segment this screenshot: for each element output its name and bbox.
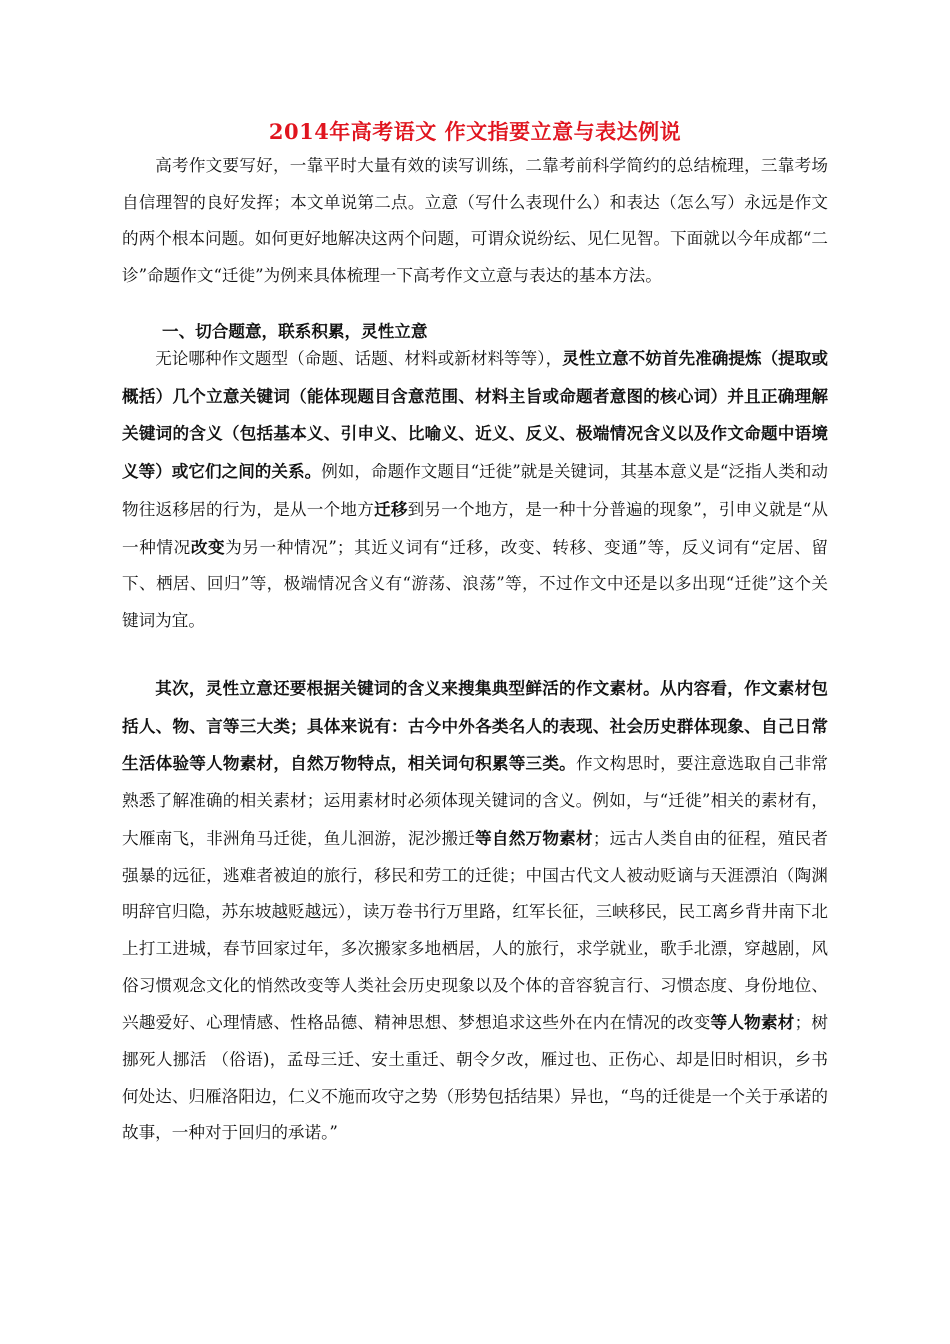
section-heading-1: 一、切合题意，联系积累，灵性立意 <box>162 321 428 341</box>
bold-span: 等人物素材 <box>710 1012 795 1033</box>
document-title: 2014年高考语文 作文指要立意与表达例说 <box>268 119 682 144</box>
paragraph-section1-first <box>122 340 828 640</box>
bold-span: 改变 <box>190 536 226 557</box>
text-span: 例如，命题作文题目“迁徙”就是关键词，其基本意义是“泛指人类和动物往返移居的行为，是从一个地方 <box>122 462 829 519</box>
paragraph-section1-second-text <box>122 670 828 1152</box>
paragraph-intro <box>122 148 828 295</box>
text-span: 作文构思时，要注意选取自己非常熟悉了解准确的相关素材；运用素材时必须体现关键词的含义。例如，与“迁徙”相关的素材有，大雁南飞，非洲角马迁徙，鱼儿洄游，泥沙搬迁 <box>122 754 829 848</box>
text-span: 无论哪种作文题型（命题、话题、材料或新材料等等）， <box>155 349 563 368</box>
text-span: 为另一种情况”；其近义词有“迁移，改变、转移、变通”等，反义词有“定居、留下、栖居、回归”等，极端情况含义有“游荡、浪荡”等，不过作文中还是以多出现“迁徙”这个关键词为宜。 <box>122 537 829 630</box>
bold-span: 迁移 <box>374 498 408 519</box>
paragraph-section1-second <box>122 670 828 1152</box>
bold-span: 其次，灵性立意还要根据关键词的含义来搜集典型鲜活的作文素材。从内容看，作文素材包括人、物、言等三大类；具体来说有：古今中外各类名人的表现、社会历史群体现象、自己日常生活体验等人物素材，自然万物特点，相关词句积累等三类。 <box>122 678 828 774</box>
text-span: ；树挪死人挪活 （俗语)，孟母三迁、安土重迁、朝令夕改，雁过也、正伤心、却是旧时相识，乡书何处达、归雁洛阳边，仁义不施而攻守之势（形势包括结果）异也，“鸟的迁徙是一个关于承诺的故事，一种对于回归的承诺。” <box>122 1013 829 1143</box>
paragraph-intro-text: 高考作文要写好，一靠平时大量有效的读写训练，二靠考前科学简约的总结梳理，三靠考场自信理智的良好发挥；本文单说第二点。立意（写什么表现什么）和表达（怎么写）永远是作文的两个根本问题。如何更好地解决这两个问题，可谓众说纷纭、见仁见智。下面就以今年成都“二诊”命题作文“迁徙”为例来具体梳理一下高考作文立意与表达的基本方法。 <box>122 156 828 286</box>
bold-span: 等自然万物素材 <box>475 827 593 848</box>
text-span: 到另一个地方，是一种十分普遍的现象”，引申义就是“从一种情况 <box>122 499 829 557</box>
text-span: ；远古人类自由的征程，殖民者强暴的远征，逃难者被迫的旅行，移民和劳工的迁徙；中国古代文人被动贬谪与天涯漂泊（陶渊明辞官归隐，苏东坡越贬越远），读万卷书行万里路，红军长征，三峡移民，民工离乡背井南下北上打工进城，春节回家过年，多次搬家多地栖居，人的旅行，求学就业，歌手北漂，穿越剧，风俗习惯观念文化的悄然改变等人类社会历史现象以及个体的音容貌言行、习惯态度、身份地位、兴趣爱好、心理情感、性格品德、精神思想、梦想追求这些外在内在情况的改变 <box>122 828 828 1033</box>
paragraph-section1-first-text <box>122 340 828 640</box>
bold-span: 灵性立意不妨首先准确提炼（提取或概括）几个立意关键词（能体现题目含意范围、材料主旨或命题者意图的核心词）并且正确理解关键词的含义（包括基本义、引申义、比喻义、近义、反义、极端情况含义以及作文命题中语境义等）或它们之间的关系。 <box>122 348 829 482</box>
